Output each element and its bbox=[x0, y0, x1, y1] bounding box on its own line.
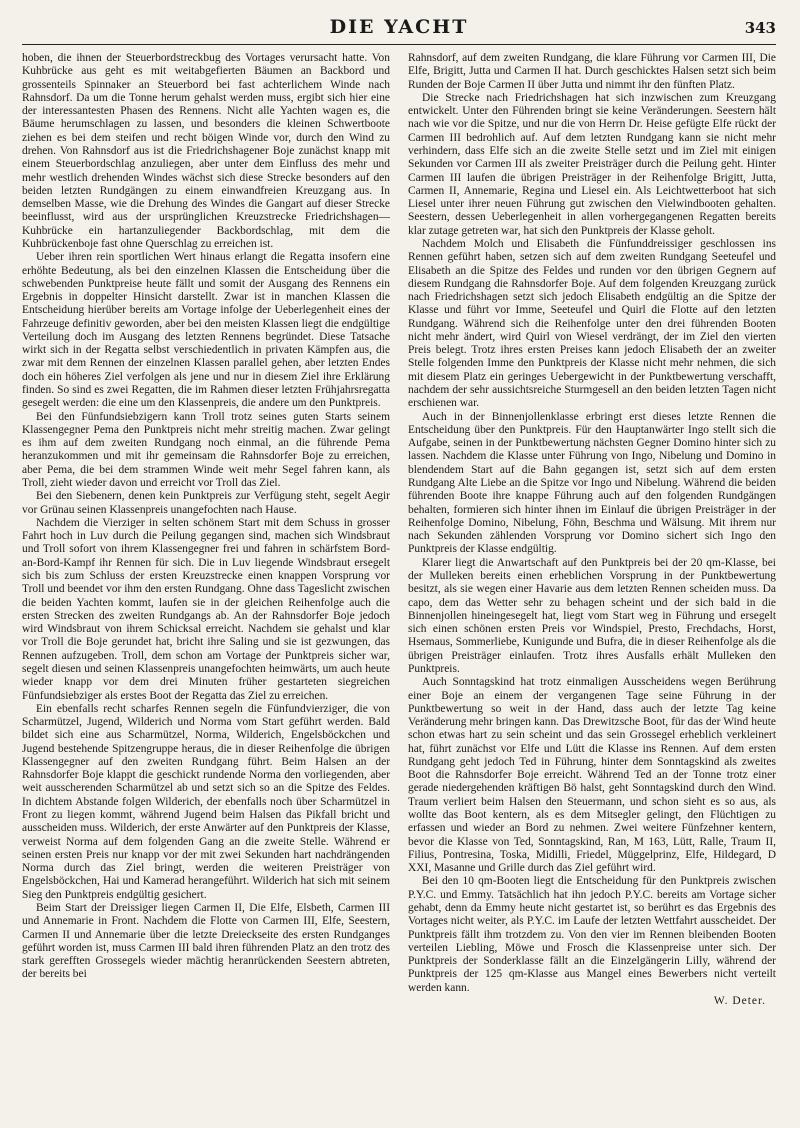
right-column bbox=[408, 52, 776, 1110]
paragraph: Bei den Fünfundsiebzigern kann Troll trotz seines guten Starts seinem Klassengegner Pema den Punktpreis nicht mehr streitig machen. Zwar gelingt es ihm auf dem zweiten Rundgang noch einmal, an die führende Pema heranzukommen und mit ihr gemeinsam die Rahnsdorfer Boje zu erreichen, aber Pema, die bei dem strammen Winde weit mehr Segel fahren kann, als Troll, zieht wieder davon und erreicht vor Troll das Ziel. bbox=[22, 410, 390, 489]
paragraph: Bei den Siebenern, denen kein Punktpreis zur Verfügung steht, segelt Aegir vor Grünau seinen Klassenpreis unangefochten nach Hause. bbox=[22, 490, 390, 516]
paragraph: Nachdem Molch und Elisabeth die Fünfunddreissiger geschlossen ins Rennen geführt haben, setzen sich auf dem zweiten Rundgang Seeteufel und Elisabeth an die Spitze des Feldes und runden vor den übrigen Gegnern auf diesem Rundgang die Rahnsdorfer Boje. Auf dem folgenden Kreuzgang zurück nach Friedrichshagen setzt sich jedoch Elisabeth endgültig an die Spitze der Klasse und führt vor Imme, Seeteufel und Quirl die Flotte auf den letzten Rundgang. Während sich die Reihenfolge unter den drei führenden Booten nicht mehr ändert, wird Quirl von Wiesel verdrängt, der im Ziel den vierten Preis belegt. Trotz ihres ersten Preises kann jedoch Elisabeth der an zweiter Stelle folgenden Imme den Punktpreis der Klasse nicht mehr nehmen, die sich mit diesem Platz ein geringes Uebergewicht in der Punktbewertung verschafft, nachdem der sehr aussichtsreiche Sturmgesell an den beiden letzten Tagen nicht erschienen war. bbox=[408, 237, 776, 410]
paragraph: Beim Start der Dreissiger liegen Carmen II, Die Elfe, Elsbeth, Carmen III und Annemarie in Front. Nachdem die Flotte von Carmen III, Elfe, Seestern, Carmen II und Annemarie über die letzte Dreieckseite des ersten Rundganges geführt worden ist, muss Carmen III bald ihren führenden Platz an den trotz des stark gerefften Grossegels wieder mächtig heranrückenden Seestern abtreten, der bereits bei bbox=[22, 902, 390, 981]
paragraph: Ueber ihren rein sportlichen Wert hinaus erlangt die Regatta insofern eine erhöhte Bedeutung, als bei den einzelnen Klassen die Entscheidung über die schwebenden Punktpreise heute fällt und somit der Ausgang des Rennens ein Ergebnis in doppelter Hinsicht darstellt. Zwar ist in manchen Klassen die Entscheidung hierüber bereits am Vortage infolge der Ueberlegenheit eines der Fahrzeuge definitiv geworden, aber bei den meisten Klassen liegt die endgültige Verteilung doch im Ausgang des letzten Rennens begründet. Diese Tatsache wirkt sich in der Regatta selbst verschiedentlich in privaten Kämpfen aus, die zwar mit dem Rennen der einzelnen Klassen parallel gehen, aber letzten Endes doch ein höheres Ziel verfolgen als jene und nur in diesem Ziel ihre Erklärung finden. So sind es zwei Regatten, die im Rahmen dieser letzten Frühjahrsregatta gesegelt werden: die eine um den Klassenpreis, die andere um den Punktpreis. bbox=[22, 251, 390, 410]
paragraph: Die Strecke nach Friedrichshagen hat sich inzwischen zum Kreuzgang entwickelt. Unter den Führenden bringt sie keine Veränderungen. Seestern hält nach wie vor die Spitze, und nur die von Herrn Dr. Heise gefügte Elfe rückt der Carmen III bedrohlich auf. Auf dem letzten Rundgang kann sie nicht mehr verhindern, dass Elfe sich an die zweite Stelle setzt und im Ziel mit einigen Sekunden vor Carmen III als zweiter Preisträger durch die Peilung geht. Hinter Carmen III laufen die übrigen Preisträger in der Reihenfolge Brigitt, Jutta, Carmen II, Annemarie, Regina und Liesel ein. Als Leichtwetterboot hat sich Liesel unter ihrer neuen Führung gut zwischen den Vielwindbooten gehalten. Seestern, dessen Ueberlegenheit in allen vorhergegangenen Regatten bereits klar zutage getreten war, hat sich den Punktpreis der Klasse geholt. bbox=[408, 91, 776, 237]
paragraph: Rahnsdorf, auf dem zweiten Rundgang, die klare Führung vor Carmen III, Die Elfe, Brigitt, Jutta und Carmen II hat. Durch geschicktes Halsen setzt sich beim Runden der Boje Carmen II über Jutta und nimmt ihr den fünften Platz. bbox=[408, 52, 776, 91]
page-number: 343 bbox=[744, 19, 776, 37]
paragraph: hoben, die ihnen der Steuerbordstreckbug des Vortages verursacht hatte. Von Kuhbrücke aus geht es mit weitabgefierten Bäumen an Backbord und grossenteils Spinnaker an Steuerbord bei fast achterlichem Winde nach Rahnsdorf. Da um die Tonne herum gehalst werden muss, ergibt sich hier eine der interessantesten Phasen des Rennens. Nicht alle Yachten wagen es, die Bäume herumschlagen zu lassen, und besonders die kleinen Schwertboote ziehen es bei dem steifen und recht böigen Winde vor, durch den Wind zu drehen. Von Rahnsdorf aus ist die Friedrichshagener Boje zunächst knapp mit einem Steuerbordschlag anzuliegen, aber unter dem Einfluss des mehr und mehr westlich drehenden Windes wächst sich diese Strecke besonders auf den beiden letzten Rundgängen zu einem einwandfreien Kreuzgang aus. In demselben Masse, wie die Drehung des Windes die Gangart auf dieser Strecke beeinflusst, wird aus der ursprünglichen Kreuzstrecke Friedrichshagen—Kuhbrücke ein hartanzuliegender Backbordschlag, mit dem die Kuhbrückenboje fast ohne Querschlag zu erreichen ist. bbox=[22, 52, 390, 250]
paragraph: Klarer liegt die Anwartschaft auf den Punktpreis bei der 20 qm-Klasse, bei der Mulleken bereits einen erheblichen Vorsprung in der Punktbewertung besitzt, als sie wegen einer Havarie aus dem letzten Rennen scheiden muss. Da capo, dem das Wetter sehr zu behagen scheint und der sich bald in die Binnenjollen hineingesegelt hat, liegt vom Start weg in Führung und ersegelt sich einen schönen ersten Preis vor Windspiel, Presto, Frechdachs, Horst, Hsemaus, Sommerliebe, Kunigunde und Bufra, die in dieser Reihenfolge als die übrigen Preisträger einlaufen. Trotz ihres Ausfalls erhält Mulleken den Punktpreis. bbox=[408, 556, 776, 675]
page-header bbox=[22, 14, 776, 45]
paragraph: Ein ebenfalls recht scharfes Rennen segeln die Fünfundvierziger, die von Scharmützel, Jugend, Wilderich und Norma vom Start geführt werden. Bald bildet sich eine aus Scharmützel, Norma, Wilderich, Engelsböckchen und Jugend bestehende Spitzengruppe heraus, die in dieser Reihenfolge die übrigen Klassengegner auf den zweiten Rundgang führt. Beim Halsen an der Rahnsdorfer Boje klappt die geschickt rundende Norma den vorliegenden, aber weit ausscherenden Scharmützel ab und setzt sich so an die Spitze des Feldes. In dichtem Abstande folgen Wilderich, der ebenfalls noch über Scharmützel in Front zu liegen kommt, während Jugend beim Halsen das Pikfall bricht und ausscheiden muss. Wilderich, der erste Anwärter auf den Punktpreis der Klasse, verweist Norma auf dem folgenden Gang an die zweite Stelle. Während er seinen ersten Preis nur knapp vor der mit zwei Sekunden hart nachdrängenden Norma durch das Ziel bringt, werden die weiteren Preisträger von Engelsböckchen, Hai und Kamerad herangeführt. Wilderich hat sich mit seinem Sieg den Punktpreis endgültig gesichert. bbox=[22, 702, 390, 901]
paragraph: Auch Sonntagskind hat trotz einmaligen Ausscheidens wegen Berührung einer Boje an einem der vergangenen Tage seine Führung in der Punktbewertung so weit in der Hand, dass auch der letzte Tag keine Veränderung mehr bringen kann. Das Drewitzsche Boot, für das der Wind heute schon etwas hart zu sein scheint und das sein Grossegel erheblich verkleinert hat, führt zunächst vor Elfe und Lütt die Klasse ins Rennen. Auf dem ersten Rundgang geht jedoch Ted in Führung, hinter dem Sonntagskind als zweites Boot die Rahnsdorfer Boje erreicht. Während Ted an der Tonne trotz einer gerade niedergehenden kräftigen Bö halst, geht Sonntagskind durch den Wind. Traum verliert beim Halsen den Steuermann, und schon sieht es so aus, als wollte das Boot kentern, als es dem Mitsegler gelingt, den Flüchtigen zu erfassen und wieder an Bord zu nehmen. Zwei weitere Fünfzehner kentern, bevor die Klasse von Ted, Sonntagskind, Ran, M 163, Lütt, Ralle, Traum II, Filius, Pontresina, Toska, Midilli, Friedel, Müggelprinz, Elfe, Hildegard, D XXI, Masanne und Grille durch das Ziel geführt wird. bbox=[408, 676, 776, 875]
magazine-title: DIE YACHT bbox=[329, 16, 469, 38]
paragraph: Auch in der Binnenjollenklasse erbringt erst dieses letzte Rennen die Entscheidung über den Punktpreis. Für den Hauptanwärter Ingo stellt sich die Aufgabe, seinen in der Punktbewertung nächsten Gegner Domino hinter sich zu lassen. Nachdem die Klasse unter Führung von Ingo, Nibelung und Domino in blendendem Start auf die Bahn gegangen ist, setzt sich auf dem ersten Rundgang Alte Liebe an die Spitze vor Ingo und Nibelung. Während die beiden führenden Boote ihre knappe Führung auch auf den folgenden Rundgängen behalten, formieren sich hinter ihnen im Einlauf die übrigen Preisträger in der Reihenfolge Domino, Nibelung, Föhn, Beschma und Wälsung. Mit ihrem nur nach Sekunden zählenden Vorsprung vor Domino sichert sich Ingo den Punktpreis der Klasse endgültig. bbox=[408, 410, 776, 556]
article-body bbox=[22, 52, 776, 1110]
paragraph: Nachdem die Vierziger in selten schönem Start mit dem Schuss in grosser Fahrt hoch in Luv durch die Peilung gegangen sind, machen sich Windsbraut und Troll sofort von ihrem Klassengegner frei und fahren in schärfstem Bord-an-Bord-Kampf ihr Rennen für sich. Die in Luv liegende Windsbraut ersegelt sich bis zum Schluss der ersten Kreuzstrecke einen knappen Vorsprung vor Troll und beendet vor ihm den ersten Rundgang. Ohne dass Tageslicht zwischen die beiden Yachten kommt, laufen sie in der gleichen Reihenfolge auch die ersten Strecken des zweiten Rundgangs ab. An der Rahnsdorfer Boje jedoch wird Windsbraut von ihrem Schicksal erreicht. Nachdem sie gehalst und klar vor Troll die Boje gerundet hat, bricht ihre Saling und sie ist gezwungen, das Rennen aufzugeben. Troll, dem schon am Vortage der Punktpreis sicher war, segelt diesen und seinen Klassenpreis unangefochten heimwärts, um auch heute wieder knapp vor dem drei Minuten früher gestarteten siegreichen Fünfundsiebziger als erstes Boot der Regatta das Ziel zu erreichen. bbox=[22, 516, 390, 702]
author-signature: W. Deter. bbox=[713, 994, 766, 1007]
left-column bbox=[22, 52, 390, 1110]
paragraph: Bei den 10 qm-Booten liegt die Entscheidung für den Punktpreis zwischen P.Y.C. und Emmy. Tatsächlich hat ihn jedoch P.Y.C. bereits am Vortage sicher gehabt, denn da Emmy heute nicht gestartet ist, so berührt es das Ergebnis des Vortages nicht weiter, als P.Y.C. im Laufe der letzten Wettfahrt ausscheidet. Der Punktpreis fällt ihm trotzdem zu. Von den vier im Rennen bleibenden Booten verteilen Liebling, Möwe und Frosch die Klassenpreise unter sich. Der Punktpreis der Sonderklasse fällt an die Einzelgängerin Lilly, während der Punktpreis der 125 qm-Klasse aus Mangel eines Bewerbers nicht verteilt werden kann. bbox=[408, 875, 776, 994]
